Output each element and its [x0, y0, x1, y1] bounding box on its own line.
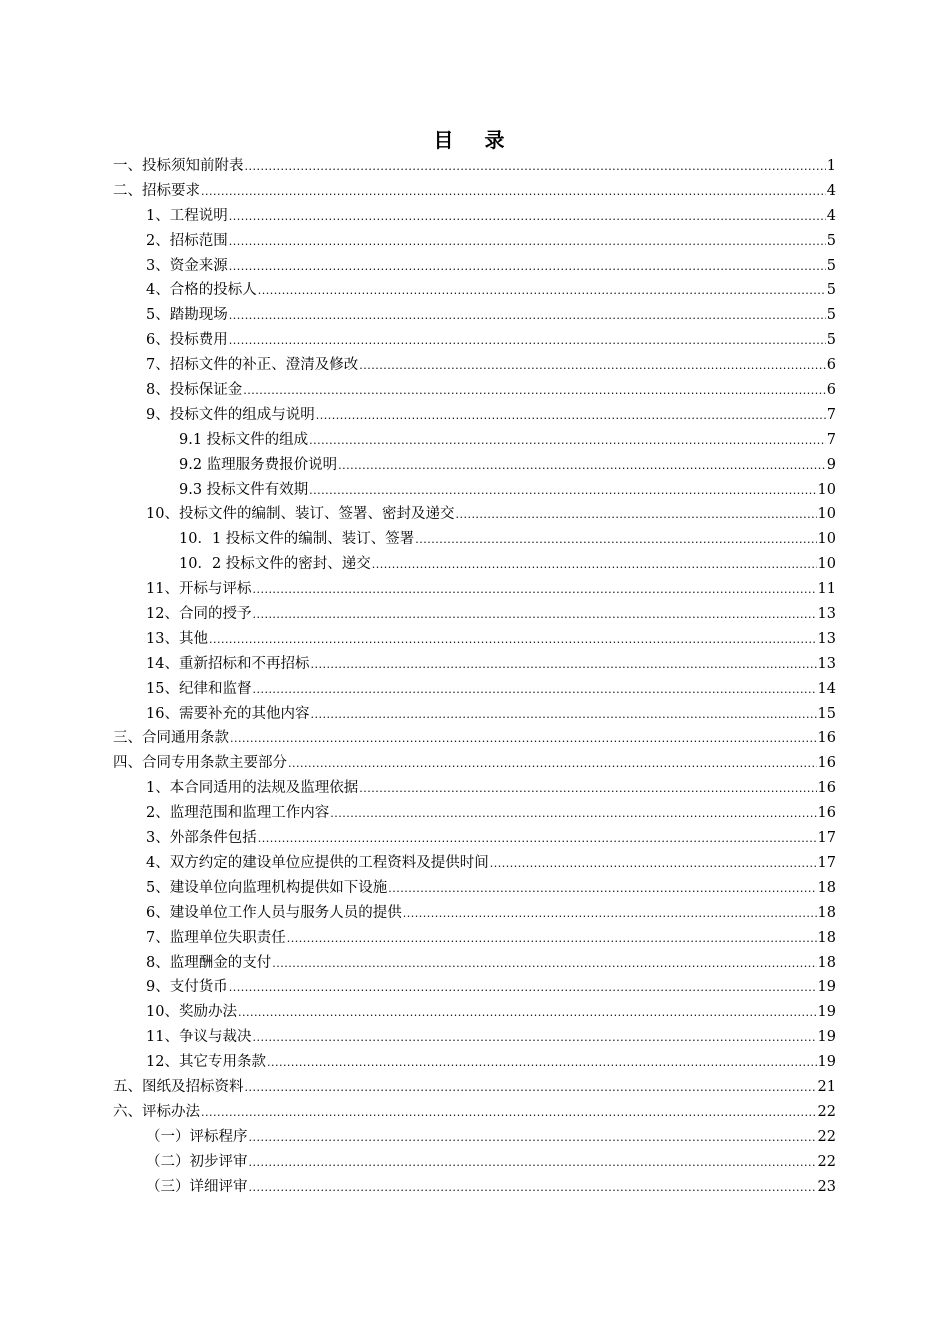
toc-entry-title: 14、重新招标和不再招标	[146, 655, 310, 672]
toc-entry[interactable]	[113, 702, 836, 727]
toc-entry[interactable]	[113, 627, 836, 652]
dot-leader	[288, 752, 817, 777]
toc-entry[interactable]	[113, 801, 836, 826]
toc-entry-title: 三、合同通用条款	[113, 730, 229, 747]
toc-entry-title: 二、招标要求	[113, 182, 200, 199]
toc-entry[interactable]	[113, 776, 836, 801]
dot-leader	[359, 354, 826, 379]
toc-entry-page-number: 18	[817, 904, 836, 921]
toc-entry-title: 3、资金来源	[146, 257, 228, 274]
toc-entry-title: 5、建设单位向监理机构提供如下设施	[146, 879, 388, 896]
toc-entry[interactable]	[113, 652, 836, 677]
dot-leader	[243, 379, 826, 404]
dot-leader	[258, 279, 826, 304]
toc-entry-page-number: 18	[817, 954, 836, 971]
dot-leader	[388, 877, 816, 902]
toc-entry-title: 六、评标办法	[113, 1103, 200, 1120]
toc-entry-title: 6、投标费用	[146, 332, 228, 349]
toc-entry-page-number: 7	[826, 431, 836, 448]
toc-entry-page-number: 6	[826, 382, 836, 399]
toc-entry-page-number: 5	[826, 332, 836, 349]
toc-entry-title: 11、争议与裁决	[146, 1029, 252, 1046]
toc-entry-page-number: 16	[817, 805, 836, 822]
toc-entry-title: 1、本合同适用的法规及监理依据	[146, 780, 359, 797]
toc-entry[interactable]	[113, 851, 836, 876]
dot-leader	[252, 1026, 816, 1051]
toc-entry[interactable]	[113, 453, 836, 478]
toc-entry-page-number: 13	[817, 655, 836, 672]
toc-entry-title: 11、开标与评标	[146, 581, 252, 598]
dot-leader	[229, 329, 826, 354]
toc-entry-page-number: 4	[826, 182, 836, 199]
toc-entry-title: 15、纪律和监督	[146, 680, 252, 697]
toc-entry-title: 6、建设单位工作人员与服务人员的提供	[146, 904, 402, 921]
toc-entry-page-number: 10	[817, 481, 836, 498]
toc-entry[interactable]	[113, 577, 836, 602]
toc-entry-page-number: 6	[826, 357, 836, 374]
dot-leader	[372, 553, 817, 578]
toc-entry-page-number: 22	[817, 1153, 836, 1170]
toc-entry-title: 9.2 监理服务费报价说明	[179, 456, 338, 473]
toc-entry-title: 12、合同的授予	[146, 606, 252, 623]
toc-entry[interactable]	[113, 229, 836, 254]
dot-leader	[287, 927, 817, 952]
toc-entry-page-number: 21	[817, 1078, 836, 1095]
toc-entry[interactable]	[113, 677, 836, 702]
toc-entry-page-number: 14	[817, 680, 836, 697]
toc-entry-title: 7、招标文件的补正、澄清及修改	[146, 357, 359, 374]
toc-entry-page-number: 16	[817, 755, 836, 772]
toc-entry-page-number: 10	[817, 556, 836, 573]
dot-leader	[229, 205, 826, 230]
toc-entry-title: 9、支付货币	[146, 979, 228, 996]
toc-entry[interactable]	[113, 901, 836, 926]
toc-entry[interactable]	[113, 254, 836, 279]
toc-entry[interactable]	[113, 926, 836, 951]
toc-entry-page-number: 9	[826, 456, 836, 473]
dot-leader	[229, 304, 826, 329]
toc-entry-title: （一）评标程序	[146, 1128, 248, 1145]
toc-entry[interactable]	[113, 179, 836, 204]
toc-entry-page-number: 19	[817, 1054, 836, 1071]
toc-entry-page-number: 22	[817, 1103, 836, 1120]
toc-entry-page-number: 10	[817, 506, 836, 523]
dot-leader	[209, 628, 817, 653]
toc-entry[interactable]	[113, 726, 836, 751]
dot-leader	[201, 1101, 817, 1126]
toc-entry[interactable]	[113, 1075, 836, 1100]
toc-entry-page-number: 23	[817, 1178, 836, 1195]
toc-entry-title: 10、奖励办法	[146, 1004, 237, 1021]
dot-leader	[310, 703, 816, 728]
toc-entry-title: 一、投标须知前附表	[113, 158, 244, 174]
toc-entry[interactable]	[113, 204, 836, 229]
dot-leader	[249, 1151, 817, 1176]
toc-entry[interactable]	[113, 1150, 836, 1175]
toc-entry-page-number: 19	[817, 979, 836, 996]
toc-entry-title: （二）初步评审	[146, 1153, 248, 1170]
dot-leader	[238, 1001, 817, 1026]
toc-entry-title: 2、监理范围和监理工作内容	[146, 805, 330, 822]
toc-entry-title: 10．1 投标文件的编制、装订、签署	[179, 531, 415, 548]
toc-entry-page-number: 10	[817, 531, 836, 548]
dot-leader	[201, 180, 826, 205]
toc-entry-page-number: 18	[817, 929, 836, 946]
toc-entry-page-number: 16	[817, 730, 836, 747]
dot-leader	[490, 852, 817, 877]
dot-leader	[230, 727, 817, 752]
dot-leader	[245, 1076, 817, 1101]
toc-entry-title: 12、其它专用条款	[146, 1054, 266, 1071]
toc-entry[interactable]	[113, 1000, 836, 1025]
toc-entry-page-number: 11	[817, 581, 836, 598]
toc-entry[interactable]	[113, 975, 836, 1000]
toc-entry[interactable]	[113, 502, 836, 527]
dot-leader	[272, 952, 816, 977]
toc-entry[interactable]	[113, 527, 836, 552]
dot-leader	[415, 528, 816, 553]
dot-leader	[252, 578, 816, 603]
toc-entry-title: 5、踏勘现场	[146, 307, 228, 324]
toc-entry-page-number: 5	[826, 307, 836, 324]
toc-entry-title: 8、监理酬金的支付	[146, 954, 272, 971]
toc-entry-page-number: 19	[817, 1004, 836, 1021]
toc-entry-page-number: 22	[817, 1128, 836, 1145]
toc-entry-page-number: 5	[826, 257, 836, 274]
dot-leader	[249, 1176, 817, 1201]
dot-leader	[359, 777, 816, 802]
toc-entry[interactable]	[113, 876, 836, 901]
dot-leader	[252, 603, 816, 628]
toc-entry[interactable]	[113, 951, 836, 976]
toc-entry-page-number: 5	[826, 282, 836, 299]
toc-entry[interactable]	[113, 403, 836, 428]
toc-entry-title: 13、其他	[146, 630, 208, 647]
dot-leader	[309, 429, 826, 454]
dot-leader	[316, 404, 826, 429]
table-of-contents	[113, 154, 836, 1199]
toc-entry-page-number: 1	[826, 158, 836, 174]
toc-entry[interactable]	[113, 1025, 836, 1050]
toc-entry-page-number: 17	[817, 854, 836, 871]
toc-entry-page-number: 7	[826, 406, 836, 423]
toc-entry-title: 16、需要补充的其他内容	[146, 705, 310, 722]
toc-entry[interactable]	[113, 1125, 836, 1150]
toc-entry-page-number: 15	[817, 705, 836, 722]
toc-entry-title: 2、招标范围	[146, 232, 228, 249]
dot-leader	[229, 255, 826, 280]
dot-leader	[309, 479, 816, 504]
page-title: 目 录	[433, 128, 517, 152]
toc-entry[interactable]	[113, 1100, 836, 1125]
toc-entry[interactable]	[113, 353, 836, 378]
toc-entry-title: 1、工程说明	[146, 207, 228, 224]
toc-entry[interactable]	[113, 1050, 836, 1075]
toc-entry[interactable]	[113, 826, 836, 851]
toc-entry[interactable]	[113, 278, 836, 303]
toc-entry-title: 8、投标保证金	[146, 382, 243, 399]
toc-entry[interactable]	[113, 428, 836, 453]
toc-entry-page-number: 18	[817, 879, 836, 896]
toc-entry-page-number: 17	[817, 830, 836, 847]
dot-leader	[403, 902, 817, 927]
toc-entry-title: 4、合格的投标人	[146, 282, 257, 299]
toc-entry[interactable]	[113, 478, 836, 503]
toc-entry-title: （三）详细评审	[146, 1178, 248, 1195]
dot-leader	[455, 503, 816, 528]
toc-entry-title: 9.1 投标文件的组成	[179, 431, 309, 448]
toc-entry-title: 五、图纸及招标资料	[113, 1078, 244, 1095]
toc-entry[interactable]	[113, 154, 836, 179]
toc-entry[interactable]	[113, 751, 836, 776]
toc-entry[interactable]	[113, 328, 836, 353]
toc-entry[interactable]	[113, 303, 836, 328]
dot-leader	[249, 1126, 817, 1151]
toc-entry-title: 10、投标文件的编制、装订、签署、密封及递交	[146, 506, 455, 523]
toc-entry-page-number: 19	[817, 1029, 836, 1046]
dot-leader	[229, 230, 826, 255]
dot-leader	[258, 827, 817, 852]
toc-entry-title: 四、合同专用条款主要部分	[113, 755, 287, 772]
dot-leader	[252, 678, 816, 703]
dot-leader	[338, 454, 826, 479]
toc-entry[interactable]	[113, 552, 836, 577]
toc-entry-title: 3、外部条件包括	[146, 830, 257, 847]
toc-entry-page-number: 4	[826, 207, 836, 224]
toc-entry-title: 10．2 投标文件的密封、递交	[179, 556, 371, 573]
dot-leader	[229, 976, 817, 1001]
toc-entry[interactable]	[113, 602, 836, 627]
toc-entry-page-number: 16	[817, 780, 836, 797]
dot-leader	[267, 1051, 817, 1076]
toc-entry[interactable]	[113, 1175, 836, 1200]
toc-entry-title: 4、双方约定的建设单位应提供的工程资料及提供时间	[146, 854, 489, 871]
toc-entry-title: 9、投标文件的组成与说明	[146, 406, 315, 423]
toc-entry-title: 7、监理单位失职责任	[146, 929, 286, 946]
toc-entry[interactable]	[113, 378, 836, 403]
dot-leader	[310, 653, 816, 678]
dot-leader	[245, 155, 826, 180]
toc-entry-page-number: 13	[817, 630, 836, 647]
toc-entry-page-number: 13	[817, 606, 836, 623]
toc-entry-page-number: 5	[826, 232, 836, 249]
dot-leader	[330, 802, 816, 827]
toc-entry-title: 9.3 投标文件有效期	[179, 481, 309, 498]
